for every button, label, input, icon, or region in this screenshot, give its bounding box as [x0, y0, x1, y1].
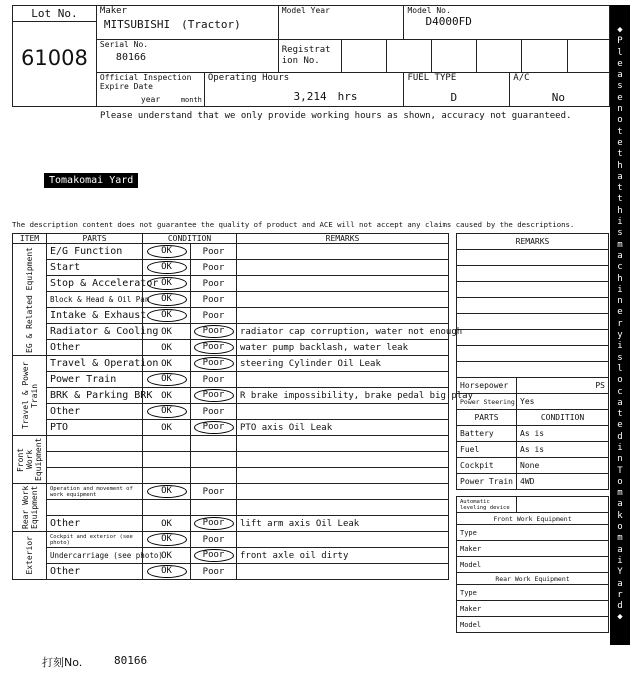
part-name: PTO	[47, 420, 143, 436]
part-name: Cockpit and exterior (see photo)	[47, 532, 143, 548]
ok-cell	[143, 260, 191, 276]
table-row	[13, 244, 449, 260]
remark-cell	[237, 532, 449, 548]
part-name: Other	[47, 404, 143, 420]
part-name: Radiator & Cooling	[47, 324, 143, 340]
ok-cell	[143, 516, 191, 532]
table-row	[13, 452, 449, 468]
front-type-label: Type	[457, 525, 609, 541]
poor-cell	[191, 308, 237, 324]
poor-mark: Poor	[202, 294, 225, 305]
spec-panel	[456, 233, 609, 633]
remark-cell: front axle oil dirty	[237, 548, 449, 564]
auto-leveling-label: Automatic leveling device	[457, 497, 517, 513]
table-row	[13, 388, 449, 404]
remark-cell: radiator cap corruption, water not enough	[237, 324, 449, 340]
horsepower-label: Horsepower	[457, 378, 517, 394]
poor-mark: Poor	[202, 534, 225, 545]
part-name: BRK & Parking BRK	[47, 388, 143, 404]
poor-cell	[191, 420, 237, 436]
poor-mark-selected: Poor	[194, 549, 234, 562]
poor-cell	[191, 276, 237, 292]
table-row	[13, 324, 449, 340]
poor-mark: Poor	[202, 262, 225, 273]
poor-mark-selected: Poor	[194, 389, 234, 402]
poor-cell	[191, 388, 237, 404]
lot-cell	[13, 6, 97, 107]
poor-cell	[191, 452, 237, 468]
table-row	[13, 340, 449, 356]
poor-mark-selected: Poor	[194, 421, 234, 434]
ok-cell	[143, 564, 191, 580]
remark-cell: lift arm axis Oil Leak	[237, 516, 449, 532]
table-row	[13, 308, 449, 324]
poor-cell	[191, 292, 237, 308]
table-row	[13, 292, 449, 308]
ok-cell	[143, 244, 191, 260]
ok-mark: OK	[161, 390, 172, 401]
table-row	[13, 356, 449, 372]
ok-cell	[143, 404, 191, 420]
remark-cell: PTO axis Oil Leak	[237, 420, 449, 436]
poor-cell	[191, 500, 237, 516]
power-steering-value: Yes	[517, 394, 609, 410]
ok-mark-selected: OK	[147, 565, 187, 578]
cockpit-value: None	[517, 458, 609, 474]
ok-cell	[143, 372, 191, 388]
ok-cell	[143, 292, 191, 308]
month-label: month	[180, 96, 202, 104]
table-row	[13, 484, 449, 500]
poor-cell	[191, 340, 237, 356]
stamp-label: 打刻No.	[42, 656, 83, 669]
remark-cell	[237, 452, 449, 468]
remark-cell: water pump backlash, water leak	[237, 340, 449, 356]
fuel-type-value: D	[450, 91, 458, 104]
right-remarks-header: REMARKS	[457, 234, 609, 250]
fuel-label: Fuel	[457, 442, 517, 458]
remark-cell	[237, 484, 449, 500]
registration-label: Registrat ion No.	[279, 40, 342, 72]
right-condition-header: CONDITION	[517, 410, 609, 426]
front-equipment-header: Front Work Equipment	[457, 513, 609, 525]
lot-number: 61008	[21, 46, 88, 70]
ok-mark-selected: OK	[147, 277, 187, 290]
part-name	[47, 436, 143, 452]
rear-type-label: Type	[457, 585, 609, 601]
part-name: Start	[47, 260, 143, 276]
remark-cell	[237, 404, 449, 420]
ok-cell	[143, 388, 191, 404]
table-row	[13, 276, 449, 292]
ok-cell	[143, 548, 191, 564]
ok-mark: OK	[161, 550, 172, 561]
poor-cell	[191, 484, 237, 500]
table-row	[13, 420, 449, 436]
side-banner	[610, 5, 630, 645]
yard-badge: Tomakomai Yard	[44, 173, 138, 188]
poor-cell	[191, 260, 237, 276]
power-steering-label: Power Steering	[457, 394, 517, 410]
table-row	[13, 500, 449, 516]
hours-value: 3,214 hrs	[293, 90, 358, 103]
serial-value: 80166	[115, 52, 147, 63]
model-no-label: Model No.	[407, 6, 451, 15]
power-train-label: Power Train	[457, 474, 517, 490]
poor-cell	[191, 356, 237, 372]
year-label: year	[140, 95, 161, 104]
remark-cell	[237, 276, 449, 292]
table-row	[13, 532, 449, 548]
ok-mark-selected: OK	[147, 293, 187, 306]
ok-mark-selected: OK	[147, 309, 187, 322]
horsepower-unit: PS	[517, 378, 609, 394]
remark-cell	[237, 564, 449, 580]
ok-cell	[143, 324, 191, 340]
item-group-cell	[13, 356, 47, 436]
remark-cell: R brake impossibility, brake pedal big play	[237, 388, 449, 404]
part-name: Other	[47, 564, 143, 580]
ok-cell	[143, 452, 191, 468]
front-maker-label: Maker	[457, 541, 609, 557]
poor-cell	[191, 548, 237, 564]
part-name: Undercarriage (see photo)	[47, 548, 143, 564]
item-group-label: Rear Work Equipment	[20, 485, 39, 530]
fuel-type-label: FUEL TYPE	[407, 73, 457, 83]
part-name	[47, 452, 143, 468]
item-group-label: Exterior	[25, 536, 34, 575]
remark-cell: steering Cylinder Oil Leak	[237, 356, 449, 372]
poor-cell	[191, 404, 237, 420]
header-table	[12, 5, 610, 107]
inspection-label: Official Inspection Expire Date	[99, 73, 192, 91]
lot-label: Lot No.	[13, 6, 96, 22]
ok-cell	[143, 436, 191, 452]
registration-grid	[279, 40, 609, 72]
ok-mark-selected: OK	[147, 261, 187, 274]
ok-cell	[143, 532, 191, 548]
poor-cell	[191, 372, 237, 388]
serial-label: Serial No.	[99, 40, 149, 49]
item-header: ITEM	[13, 234, 47, 244]
rear-model-label: Model	[457, 617, 609, 633]
power-train-value: 4WD	[517, 474, 609, 490]
battery-value: As is	[517, 426, 609, 442]
ok-mark-selected: OK	[147, 245, 187, 258]
ok-cell	[143, 308, 191, 324]
rear-maker-label: Maker	[457, 601, 609, 617]
poor-mark: Poor	[202, 278, 225, 289]
remark-cell	[237, 292, 449, 308]
ac-value: No	[551, 91, 565, 104]
ok-mark: OK	[161, 326, 172, 337]
condition-header: CONDITION	[143, 234, 237, 244]
poor-cell	[191, 436, 237, 452]
part-name: Other	[47, 340, 143, 356]
cockpit-label: Cockpit	[457, 458, 517, 474]
disclaimer: The description content does not guarantee the quality of product and ACE will not accept any claims caused by the descriptions.	[12, 220, 575, 229]
poor-mark: Poor	[202, 246, 225, 257]
ok-mark: OK	[161, 358, 172, 369]
remarks-header: REMARKS	[237, 234, 449, 244]
remark-cell	[237, 308, 449, 324]
ac-label: A/C	[513, 73, 530, 83]
item-group-cell	[13, 436, 47, 484]
ok-cell	[143, 500, 191, 516]
table-row	[13, 436, 449, 452]
poor-mark-selected: Poor	[194, 341, 234, 354]
poor-mark: Poor	[202, 406, 225, 417]
maker-label: Maker	[99, 6, 128, 16]
poor-mark: Poor	[202, 566, 225, 577]
part-name: Operation and movement of work equipment	[47, 484, 143, 500]
ok-mark: OK	[161, 422, 172, 433]
part-name: Power Train	[47, 372, 143, 388]
ok-mark-selected: OK	[147, 485, 187, 498]
battery-label: Battery	[457, 426, 517, 442]
part-name	[47, 468, 143, 484]
ok-cell	[143, 276, 191, 292]
remark-cell	[237, 260, 449, 276]
fuel-value: As is	[517, 442, 609, 458]
item-group-label: Travel & Power Train	[20, 361, 39, 430]
poor-mark-selected: Poor	[194, 325, 234, 338]
part-name: Stop & Accelerator	[47, 276, 143, 292]
ok-mark-selected: OK	[147, 533, 187, 546]
poor-mark: Poor	[202, 374, 225, 385]
table-row	[13, 260, 449, 276]
table-row	[13, 372, 449, 388]
part-name: Travel & Operation	[47, 356, 143, 372]
poor-mark: Poor	[202, 486, 225, 497]
maker-value: MITSUBISHI (Tractor)	[103, 18, 241, 31]
item-group-cell	[13, 484, 47, 532]
rear-equipment-header: Rear Work Equipment	[457, 573, 609, 585]
stamp-number: 80166	[114, 654, 148, 667]
ok-cell	[143, 420, 191, 436]
ok-mark-selected: OK	[147, 373, 187, 386]
part-name: Block & Head & Oil Pan	[47, 292, 143, 308]
item-group-label: Front Work Equipment	[16, 437, 43, 482]
poor-cell	[191, 532, 237, 548]
remark-cell	[237, 436, 449, 452]
poor-mark-selected: Poor	[194, 357, 234, 370]
table-row	[13, 564, 449, 580]
right-parts-header: PARTS	[457, 410, 517, 426]
ok-cell	[143, 484, 191, 500]
part-name: E/G Function	[47, 244, 143, 260]
table-row	[13, 468, 449, 484]
remark-cell	[237, 500, 449, 516]
hours-notice: Please understand that we only provide working hours as shown, accuracy not guaranteed.	[100, 111, 572, 121]
part-name	[47, 500, 143, 516]
part-name: Other	[47, 516, 143, 532]
remark-cell	[237, 468, 449, 484]
ok-mark: OK	[161, 518, 172, 529]
table-row	[13, 404, 449, 420]
item-group-label: EG & Related Equipment	[25, 246, 34, 353]
side-banner-text: ◆ P l e a s e n o t e t h a t t h i s m a c h i n e r y i s l o c a t e d i n T o m a k o m a i Y a r d ◆	[617, 25, 623, 623]
ok-mark: OK	[161, 342, 172, 353]
poor-cell	[191, 324, 237, 340]
hours-label: Operating Hours	[207, 73, 290, 83]
part-name: Intake & Exhaust	[47, 308, 143, 324]
poor-cell	[191, 564, 237, 580]
parts-header: PARTS	[47, 234, 143, 244]
remark-cell	[237, 244, 449, 260]
ok-mark-selected: OK	[147, 405, 187, 418]
front-model-label: Model	[457, 557, 609, 573]
model-no-value: D4000FD	[425, 15, 472, 28]
ok-cell	[143, 468, 191, 484]
item-group-cell	[13, 532, 47, 580]
ok-cell	[143, 340, 191, 356]
table-row	[13, 548, 449, 564]
table-row	[13, 516, 449, 532]
poor-mark: Poor	[202, 310, 225, 321]
ok-cell	[143, 356, 191, 372]
model-year-label: Model Year	[281, 6, 330, 15]
poor-cell	[191, 468, 237, 484]
poor-cell	[191, 516, 237, 532]
poor-cell	[191, 244, 237, 260]
item-group-cell	[13, 244, 47, 356]
poor-mark-selected: Poor	[194, 517, 234, 530]
remark-cell	[237, 372, 449, 388]
